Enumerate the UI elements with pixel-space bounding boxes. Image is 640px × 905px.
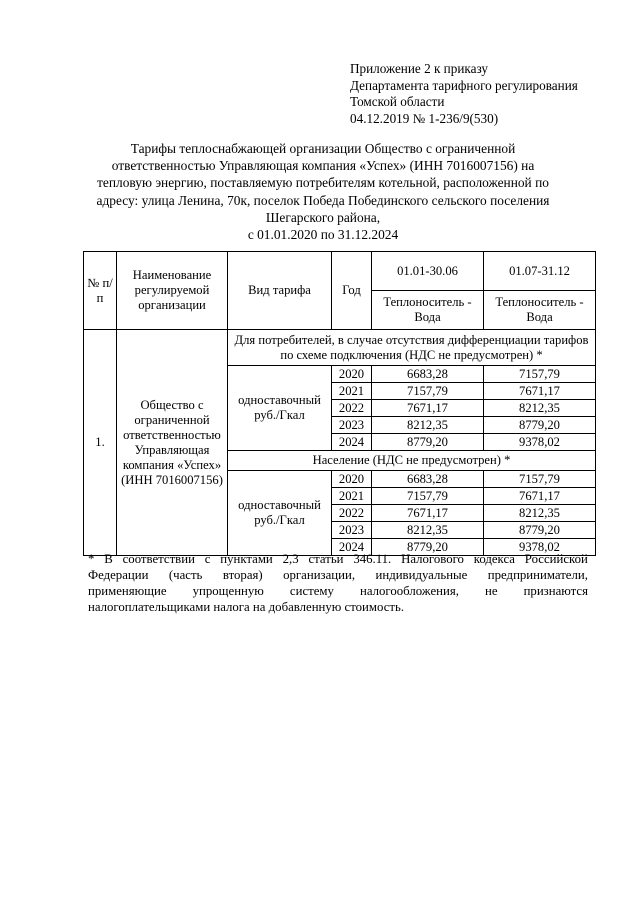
header-org: Наименование регулируемой организации <box>117 252 228 330</box>
appendix-line: Томской области <box>350 94 445 109</box>
value-cell: 7671,17 <box>484 488 596 505</box>
value-cell: 7671,17 <box>372 505 484 522</box>
value-cell: 8212,35 <box>484 400 596 417</box>
footnote-word: Налогового <box>401 552 464 566</box>
value-cell: 8779,20 <box>484 522 596 539</box>
section-title: Население (НДС не предусмотрен) * <box>228 451 596 471</box>
header-period-2: 01.07-31.12 <box>484 252 596 291</box>
footnote-word: налогообложения, <box>359 584 459 598</box>
appendix-line: Приложение 2 к приказу <box>350 61 488 76</box>
value-cell: 6683,28 <box>372 366 484 383</box>
footnote-word: кодекса <box>473 552 515 566</box>
header-num: № п/п <box>84 252 117 330</box>
footnote-line <box>88 567 588 583</box>
footnote-word: В <box>104 552 113 566</box>
footnote-word: соответствии <box>122 552 195 566</box>
header-period-1: 01.01-30.06 <box>372 252 484 291</box>
header-carrier-2: Теплоноситель - Вода <box>484 291 596 330</box>
appendix-header <box>350 61 620 127</box>
footnote-word: статьи <box>308 552 344 566</box>
footnote-word: Российской <box>524 552 588 566</box>
footnote-word: организации, <box>283 568 356 582</box>
value-cell: 7157,79 <box>484 471 596 488</box>
footnote-word: * <box>88 552 95 566</box>
value-cell: 8779,20 <box>372 539 484 556</box>
title-line: с 01.01.2020 по 31.12.2024 <box>247 227 399 243</box>
appendix-line: 04.12.2019 № 1-236/9(530) <box>350 110 499 126</box>
footnote-word: индивидуальные <box>375 568 468 582</box>
header-year: Год <box>332 252 372 330</box>
header-tariff-type: Вид тарифа <box>228 252 332 330</box>
value-cell: 9378,02 <box>484 434 596 451</box>
year-cell: 2022 <box>332 505 372 522</box>
value-cell: 8779,20 <box>372 434 484 451</box>
footnote-word: применяющие <box>88 584 167 598</box>
year-cell: 2020 <box>332 471 372 488</box>
tariff-table <box>83 251 596 556</box>
year-cell: 2023 <box>332 417 372 434</box>
year-cell: 2020 <box>332 366 372 383</box>
footnote-word: пунктами <box>220 552 273 566</box>
value-cell: 6683,28 <box>372 471 484 488</box>
year-cell: 2024 <box>332 434 372 451</box>
footnote-word: систему <box>289 584 334 598</box>
year-cell: 2023 <box>332 522 372 539</box>
tariff-type-cell: одноставочный руб./Гкал <box>228 366 332 451</box>
appendix-line: Департамента тарифного регулирования <box>350 77 578 93</box>
year-cell: 2022 <box>332 400 372 417</box>
value-cell: 8779,20 <box>484 417 596 434</box>
footnote-word: с <box>204 552 211 566</box>
tariff-type-cell: одноставочный руб./Гкал <box>228 471 332 556</box>
title-line: Шегарского района, <box>265 209 381 225</box>
section-title: Для потребителей, в случае отсутствия дифференциации тарифов по схеме подключения (НДС не предусмотрен) * <box>228 330 596 366</box>
footnote-word: предприниматели, <box>487 568 588 582</box>
footnote-word: (часть <box>168 568 203 582</box>
value-cell: 8212,35 <box>372 417 484 434</box>
document-title <box>88 140 558 243</box>
header-carrier-1: Теплоноситель - Вода <box>372 291 484 330</box>
year-cell: 2021 <box>332 383 372 400</box>
footnote-word: вторая) <box>222 568 263 582</box>
footnote-word: Федерации <box>88 568 149 582</box>
footnote-word: 2,3 <box>282 552 299 566</box>
footnote-word: не <box>484 584 498 598</box>
footnote-word: 346.11. <box>353 552 392 566</box>
footnote <box>88 551 588 615</box>
footnote-word: упрощенную <box>192 584 264 598</box>
title-line: адресу: улица Ленина, 70к, поселок Победа Побединского сельского поселения <box>96 192 550 208</box>
org-name: Общество с ограниченной ответственностью Управляющая компания «Успех» (ИНН 7016007156) <box>117 330 228 556</box>
footnote-line <box>88 583 588 599</box>
title-line: Тарифы теплоснабжающей организации Общество с ограниченной <box>130 141 516 156</box>
footnote-last-line: налогоплательщиками налога на добавленную стоимость. <box>88 600 405 614</box>
value-cell: 8212,35 <box>372 522 484 539</box>
value-cell: 7157,79 <box>372 488 484 505</box>
value-cell: 8212,35 <box>484 505 596 522</box>
year-cell: 2024 <box>332 539 372 556</box>
title-line: ответственностью Управляющая компания «Успех» (ИНН 7016007156) на <box>111 158 535 174</box>
value-cell: 7157,79 <box>484 366 596 383</box>
title-line: тепловую энергию, поставляемую потребителям котельной, расположенной по <box>97 175 549 191</box>
value-cell: 7671,17 <box>372 400 484 417</box>
value-cell: 9378,02 <box>484 539 596 556</box>
value-cell: 7157,79 <box>372 383 484 400</box>
footnote-word: признаются <box>523 584 588 598</box>
value-cell: 7671,17 <box>484 383 596 400</box>
row-number: 1. <box>84 330 117 556</box>
footnote-line <box>88 551 588 567</box>
year-cell: 2021 <box>332 488 372 505</box>
